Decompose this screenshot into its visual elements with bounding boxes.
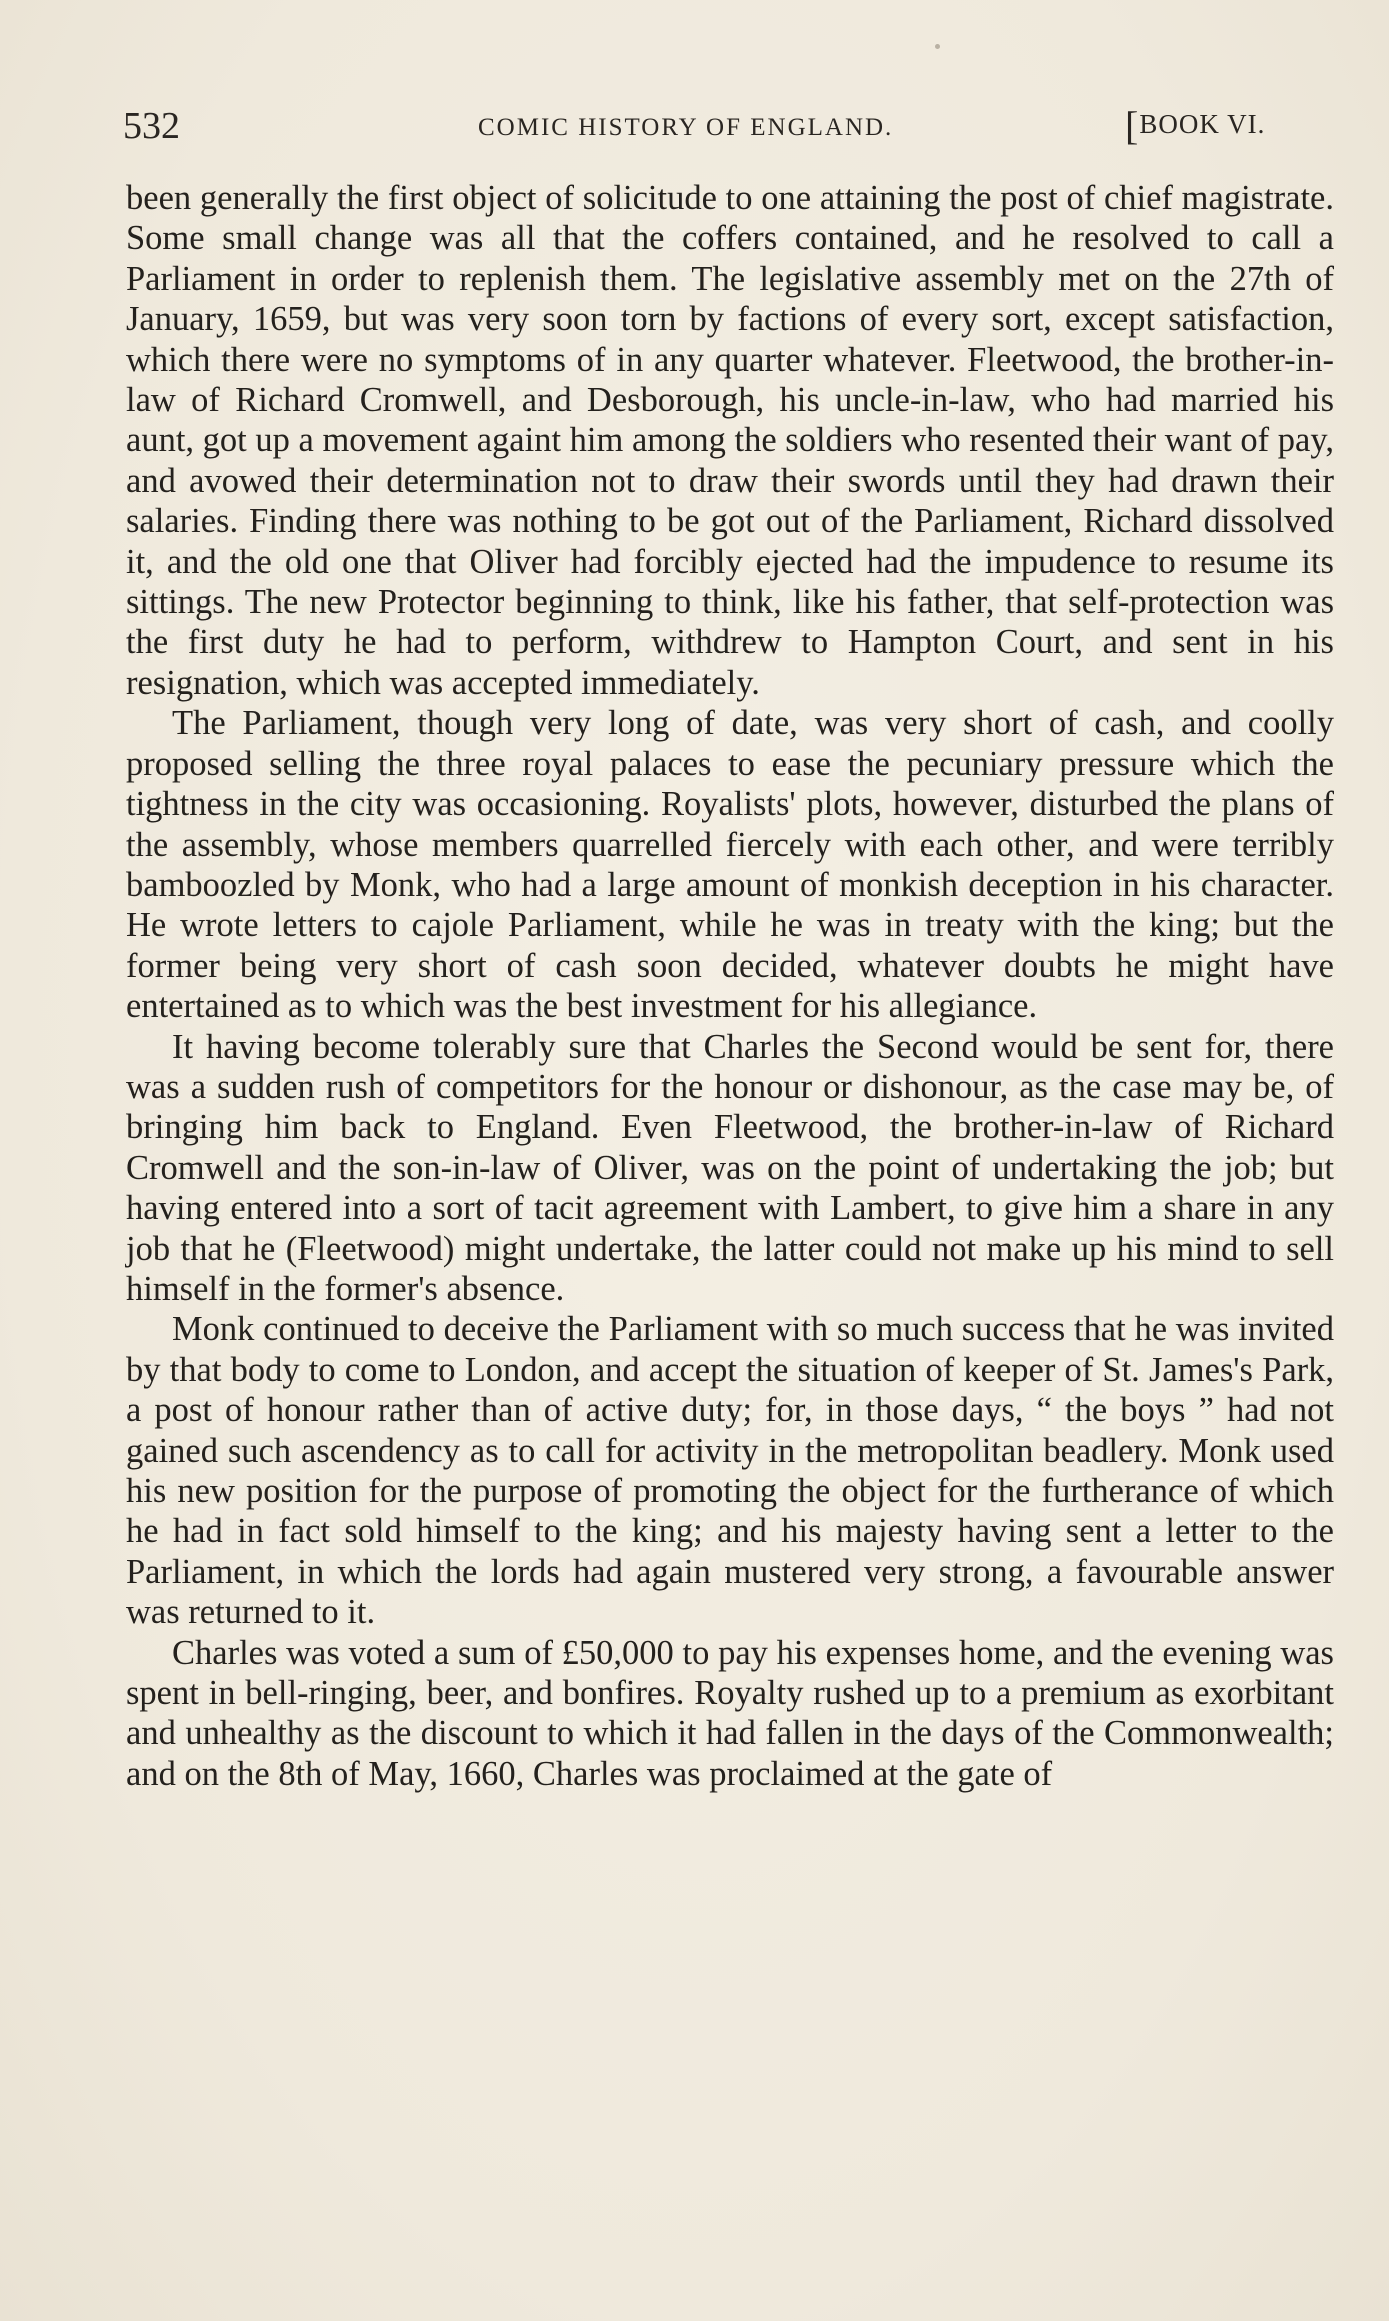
paragraph-5: Charles was voted a sum of £50,000 to pay his expenses home, and the evening was spent in bell-ringing, beer, and bonfires. Royalty rushed up to a premium as exorbitant and unhealthy as the discount to which it had fallen in the days of the Commonwealth; and on the 8th of May, 1660, Charles was proclaimed at the gate of bbox=[126, 1633, 1334, 1793]
paragraph-2: The Parliament, though very long of date, was very short of cash, and coolly proposed selling the three royal palaces to ease the pecuniary pressure which the tightness in the city was occasioning. Royalists' plots, however, disturbed the plans of the assembly, whose members quarrelled fiercely with each other, and were terribly bamboozled by Monk, who had a large amount of monkish deception in his character. He wrote letters to cajole Parliament, while he was in treaty with the king; but the former being very short of cash soon decided, whatever doubts he might have entertained as to which was the best investment for his allegiance. bbox=[126, 704, 1334, 1026]
bracket-glyph: [ bbox=[1125, 103, 1140, 148]
running-title: COMIC HISTORY OF ENGLAND. bbox=[478, 114, 894, 141]
paragraph-4: Monk continued to deceive the Parliament with so much success that he was invited by that body to come to London, and accept the situation of keeper of St. James's Park, a post of honour rather than of active duty; for, in those days, “ the boys ” had not gained such ascendency as to call for activity in the metropolitan beadlery. Monk used his new position for the purpose of promoting the object for the furtherance of which he had in fact sold himself to the king; and his majesty having sent a letter to the Parliament, in which the lords had again mustered very strong, a favourable answer was returned to it. bbox=[126, 1310, 1334, 1632]
book-label-text: BOOK VI. bbox=[1139, 109, 1266, 139]
page-number: 532 bbox=[123, 105, 180, 147]
paragraph-1: been generally the first object of solicitude to one attaining the post of chief magistrate. Some small change was all that the coffers contained, and he resolved to call a Parliament in order to replenish them. The legislative assembly met on the 27th of January, 1659, but was very soon torn by factions of every sort, except satisfaction, which there were no symptoms of in any quarter whatever. Fleetwood, the brother-in-law of Richard Cromwell, and Desborough, his uncle-in-law, who had married his aunt, got up a movement againt him among the soldiers who resented their want of pay, and avowed their determination not to draw their swords until they had drawn their salaries. Finding there was nothing to be got out of the Parliament, Richard dissolved it, and the old one that Oliver had forcibly ejected had the impudence to resume its sittings. The new Protector beginning to think, like his father, that self-protection was the first duty he had to perform, withdrew to Hampton Court, and sent in his resignation, which was accepted immediately. bbox=[126, 179, 1334, 702]
paper-speck bbox=[935, 44, 940, 49]
paragraph-3: It having become tolerably sure that Charles the Second would be sent for, there was a sudden rush of competitors for the honour or dishonour, as the case may be, of bringing him back to England. Even Fleetwood, the brother-in-law of Richard Cromwell and the son-in-law of Oliver, was on the point of undertaking the job; but having entered into a sort of tacit agreement with Lambert, to give him a share in any job that he (Fleetwood) might undertake, the latter could not make up his mind to sell himself in the former's absence. bbox=[126, 1027, 1334, 1308]
book-label bbox=[1125, 102, 1265, 149]
running-header bbox=[123, 100, 1343, 160]
body-text bbox=[126, 178, 1334, 1794]
